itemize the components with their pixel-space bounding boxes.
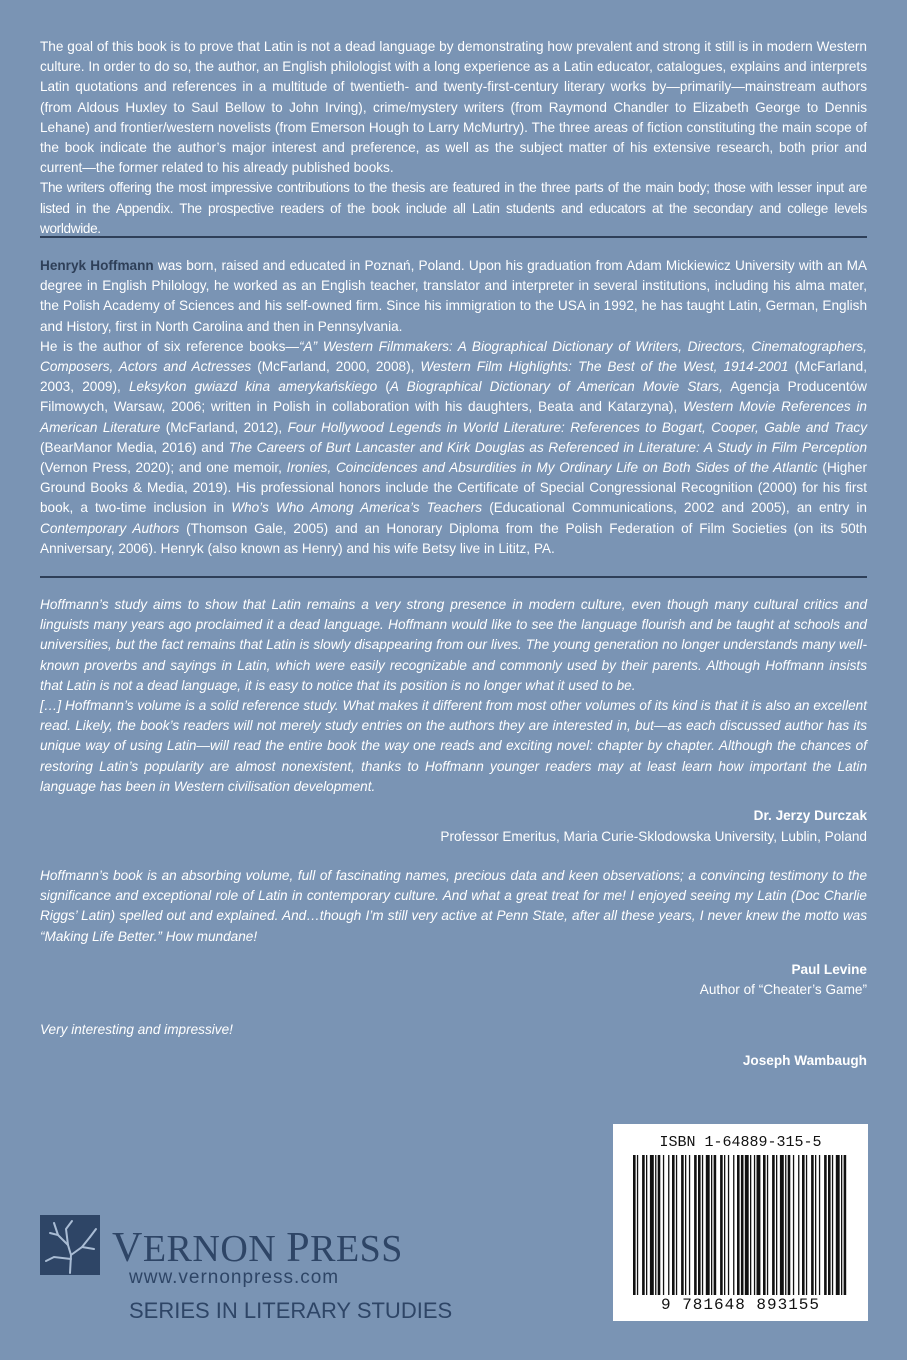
publisher-name-part: P: [286, 1225, 311, 1271]
author-bio: [40, 256, 867, 559]
barcode-bar: [672, 1155, 675, 1295]
bio-text: (: [377, 379, 390, 395]
bio-paragraph-1: [40, 256, 867, 337]
publisher-url: www.vernonpress.com: [129, 1267, 340, 1288]
barcode-bar: [802, 1155, 805, 1295]
review-3-paragraph-1: Very interesting and impressive!: [40, 1022, 233, 1037]
barcode-bar: [733, 1155, 734, 1295]
bio-paragraph-2: [40, 337, 867, 559]
barcode-bar: [676, 1155, 677, 1295]
review-1-paragraph-2: […] Hoffmann’s volume is a solid reference study. What makes it different from most other volumes of its kind is that it is also an excellent read. Likely, the book’s readers will not merely study entries on the authors they are interested in, but—as each discussed author has its unique way of using Latin—will read the entire book the way one reads and exciting novel: chapter by chapter. Although the chances of restoring Latin’s popularity are almost nonexistent, thanks to Hoffmann younger readers may at least learn how important the Latin language has been in Western civilisation development.: [40, 698, 867, 794]
bio-text: (Educational Communications, 2002 and 2005), an entry in: [482, 500, 867, 516]
isbn-label: ISBN 1-64889-315-5: [659, 1134, 822, 1151]
bio-text: Agencja Producentów Filmowych, Warsaw, 2006; written in Polish in collaboration with his daughters, Beata and Katarzyna),: [40, 379, 867, 415]
review-1: [40, 595, 867, 797]
bio-text: He is the author of six reference books—: [40, 338, 299, 354]
book-title: The Careers of Burt Lancaster and Kirk Douglas as Referenced in Literature: A Study in Film Perception: [228, 439, 868, 455]
bio-text: (Thomson Gale, 2005) and an Honorary Diploma from the Polish Federation of Film Societies (on its 50th Anniversary, 2006). Henryk (also known as Henry) and his wife Betsy live in Lititz, PA.: [40, 520, 867, 556]
barcode-bar: [806, 1155, 807, 1295]
review-1-author: Dr. Jerzy Durczak: [753, 808, 867, 823]
barcode-bar: [836, 1155, 840, 1295]
barcode-bar: [844, 1155, 847, 1295]
publisher-name-part: RESS: [310, 1228, 403, 1270]
barcode-bar: [714, 1155, 717, 1295]
review-3: [40, 1020, 867, 1040]
barcode-bar: [811, 1155, 814, 1295]
book-description: [40, 37, 867, 239]
book-title: Leksykon gwiazd kina amerykańskiego: [128, 379, 378, 395]
barcode-bar: [767, 1155, 768, 1295]
publisher-name-part: ERNON: [142, 1228, 287, 1270]
bio-text: (McFarland, 2012),: [160, 419, 288, 435]
barcode-bar: [776, 1155, 777, 1295]
barcode-bar: [646, 1155, 647, 1295]
barcode-bar: [706, 1155, 710, 1295]
barcode-bar: [637, 1155, 638, 1295]
publisher-name-part: V: [112, 1225, 143, 1271]
barcode-bar: [754, 1155, 755, 1295]
book-title: Contemporary Authors: [40, 520, 180, 536]
book-title: Western Film Highlights: The Best of the West, 1914-2001: [420, 359, 789, 375]
barcode-bar: [841, 1155, 842, 1295]
book-title: Four Hollywood Legends in World Literature: References to Bogart, Cooper, Gable and Tracy: [287, 419, 867, 435]
barcode-bar: [724, 1155, 725, 1295]
barcode-bar: [681, 1155, 684, 1295]
barcode-bar: [832, 1155, 833, 1295]
book-title: Ironies, Coincidences and Absurdities in My Ordinary Life on Both Sides of the Atlantic: [286, 460, 818, 476]
barcode-bar: [745, 1155, 749, 1295]
review-3-author: Joseph Wambaugh: [742, 1053, 867, 1068]
author-name: Henryk Hoffmann: [40, 258, 154, 273]
barcode-bar: [689, 1155, 690, 1295]
barcode-bar: [780, 1155, 784, 1295]
divider-2: [40, 576, 867, 578]
barcode-bar: [663, 1155, 664, 1295]
barcode-bar: [633, 1155, 636, 1295]
book-title: “A” Western Filmmakers: A Biographical Dictionary of Writers, Directors, Cinematographers, Composers, Actors and Actresses: [40, 338, 867, 375]
barcode-bar: [785, 1155, 786, 1295]
review-2-paragraph-1: Hoffmann’s book is an absorbing volume, full of fascinating names, precious data and keen observations; a convincing testimony to the significance and exceptional role of Latin in contemporary culture. And what a great treat for me! I enjoyed seeing my Latin (Doc Charlie Riggs’ Latin) spelled out and explained. And…though I’m still very active at Penn State, after all these years, I never knew the motto was “Making Life Better.” How mundane!: [40, 868, 867, 944]
ean-digits: 9 781648 893155: [660, 1296, 821, 1314]
review-1-paragraph-1: Hoffmann’s study aims to show that Latin remains a very strong presence in modern culture, even though many cultural critics and linguists many years ago proclaimed it a dead language. Hoffmann would like to see the language flourish and be taught at schools and universities, but the fact remains that Latin is slowly disappearing from our lives. The young generation no longer understands many well-known proverbs and sayings in Latin, which were easily recognizable and commonly used by their parents. Although Hoffmann insists that Latin is not a dead language, it is easy to notice that its position is no longer what it used to be.: [40, 597, 867, 693]
publisher-name: [112, 1224, 403, 1272]
barcode-bar: [828, 1155, 831, 1295]
barcode-bar: [772, 1155, 775, 1295]
review-2-author: Paul Levine: [791, 962, 867, 977]
isbn-barcode: [613, 1124, 868, 1321]
review-2-affiliation: Author of “Cheater’s Game”: [699, 982, 867, 997]
series-name: SERIES IN LITERARY STUDIES: [129, 1298, 453, 1323]
barcode-bar: [720, 1155, 723, 1295]
barcode-bar: [650, 1155, 654, 1295]
barcode-bar: [737, 1155, 740, 1295]
bio-text: (McFarland, 2000, 2008),: [251, 359, 421, 375]
vernon-press-tree-logo-icon: [40, 1215, 100, 1275]
barcode-bar: [658, 1155, 661, 1295]
barcode-bar: [824, 1155, 827, 1295]
book-title: A Biographical Dictionary of American Movie Stars,: [389, 379, 723, 395]
barcode-bar: [698, 1155, 701, 1295]
barcode-bar: [741, 1155, 744, 1295]
divider-1: [40, 236, 867, 238]
book-title: Who’s Who Among America’s Teachers: [231, 500, 483, 516]
barcode-bars: [633, 1155, 848, 1295]
barcode-bar: [750, 1155, 751, 1295]
barcode-bar: [763, 1155, 766, 1295]
barcode-bar: [728, 1155, 729, 1295]
review-2: [40, 866, 867, 947]
barcode-bar: [798, 1155, 799, 1295]
bio-text: was born, raised and educated in Poznań, Poland. Upon his graduation from Adam Mickiewicz University with an MA degree in English Philology, he worked as an English teacher, translator and interpreter in several institutions, including his alma mater, the Polish Academy of Sciences and his self-owned firm. Since his immigration to the USA in 1992, he has taught Latin, German, English and History, first in North Carolina and then in Pennsylvania.: [40, 258, 867, 334]
bio-text: (McFarland, 2003, 2009),: [40, 359, 868, 395]
barcode-bar: [788, 1155, 791, 1295]
barcode-bar: [655, 1155, 656, 1295]
bio-text: (Higher Ground Books & Media, 2019). His professional honors include the Certificate of Special Congressional Recognition (2000) for his first book, a two-time inclusion in: [40, 460, 867, 516]
barcode-bar: [819, 1155, 820, 1295]
book-title: Western Movie References in American Literature: [40, 399, 867, 435]
barcode-bar: [702, 1155, 703, 1295]
barcode-bar: [685, 1155, 686, 1295]
barcode-bar: [815, 1155, 816, 1295]
barcode-bar: [668, 1155, 669, 1295]
description-paragraph-1: The goal of this book is to prove that Latin is not a dead language by demonstrating how prevalent and strong it still is in modern Western culture. In order to do so, the author, an English philologist with a long experience as a Latin educator, catalogues, explains and interprets Latin quotations and references in a multitude of twentieth- and twenty-first-century literary works by—primarily—mainstream authors (from Aldous Huxley to Saul Bellow to John Irving), crime/mystery writers (from Raymond Chandler to Elizabeth George to Dennis Lehane) and frontier/western novelists (from Emerson Hough to Larry McMurtry). The three areas of fiction constituting the main scope of the book indicate the author’s major interest and preference, as well as the subject matter of his extensive research, both prior and current—the former related to his already published books.: [40, 39, 867, 176]
barcode-bar: [694, 1155, 697, 1295]
barcode-bar: [711, 1155, 712, 1295]
barcode-bar: [757, 1155, 761, 1295]
description-paragraph-2: The writers offering the most impressive contributions to the thesis are featured in the three parts of the main body; those with lesser input are listed in the Appendix. The prospective readers of the book include all Latin students and educators at the secondary and college levels worldwide.: [40, 180, 867, 236]
review-1-affiliation: Professor Emeritus, Maria Curie-Sklodowska University, Lublin, Poland: [440, 829, 867, 844]
barcode-bar: [793, 1155, 794, 1295]
bio-text: (Vernon Press, 2020); and one memoir,: [40, 460, 287, 476]
barcode-bar: [642, 1155, 645, 1295]
bio-text: (BearManor Media, 2016) and: [40, 439, 229, 455]
